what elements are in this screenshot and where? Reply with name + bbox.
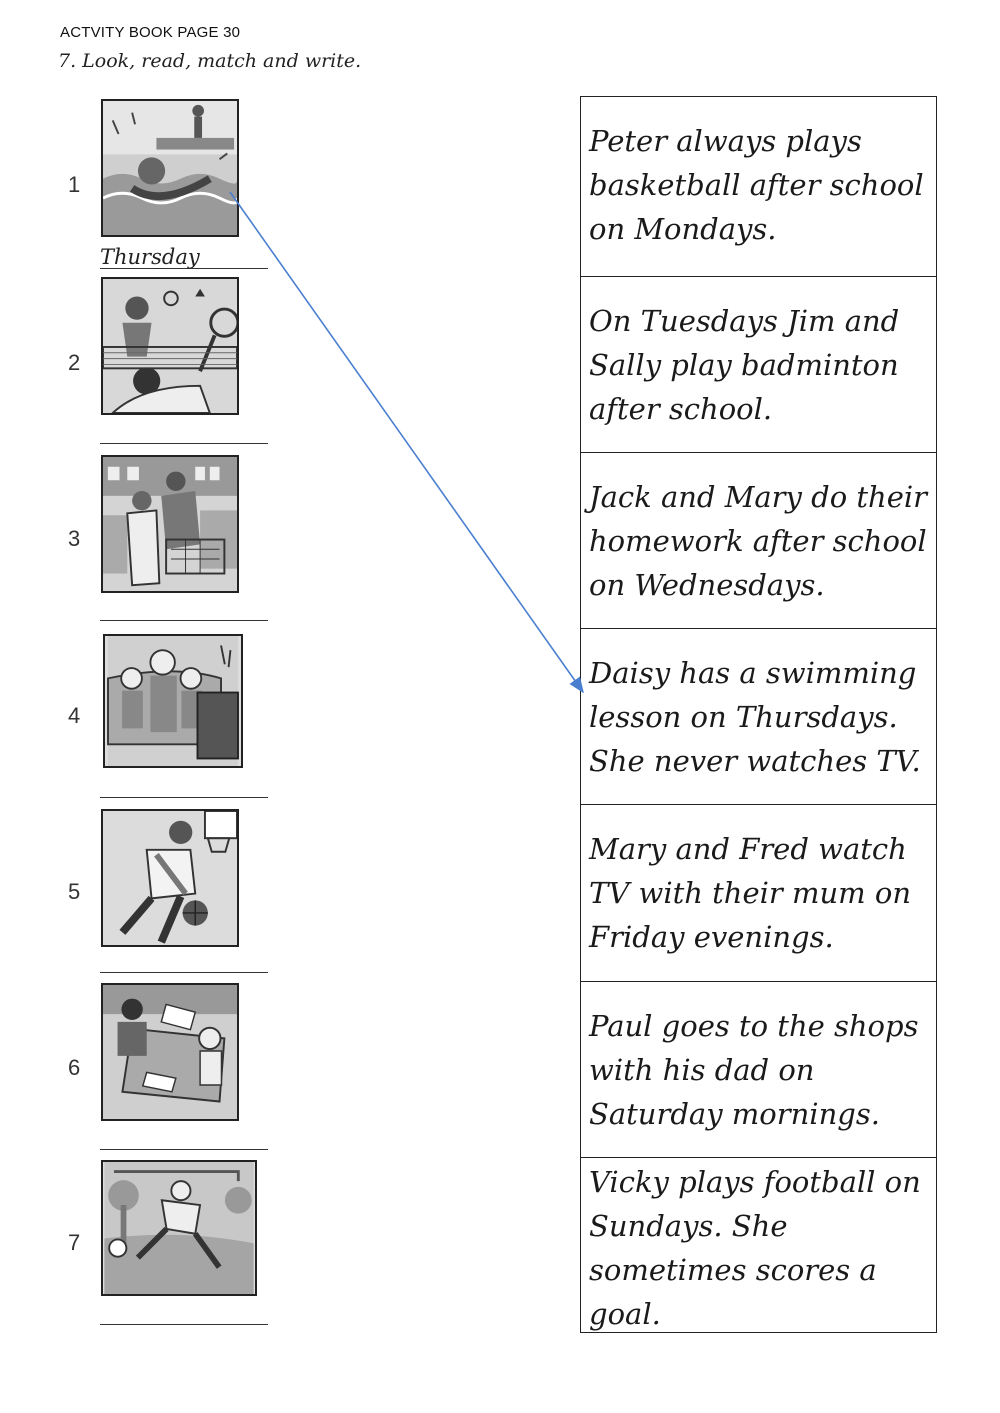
sentence-2[interactable]: On Tuesdays Jim and Sally play badminton after school. <box>581 277 936 453</box>
football-icon <box>101 1160 257 1296</box>
sentence-7[interactable]: Vicky plays football on Sundays. She sometimes scores a goal. <box>589 1165 921 1331</box>
homework-icon <box>101 983 239 1121</box>
item-number-3: 3 <box>68 526 81 551</box>
sentence-5[interactable]: Mary and Fred watch TV with their mum on Friday evenings. <box>581 805 936 982</box>
answer-line-4[interactable] <box>100 771 268 798</box>
item-number-7: 7 <box>68 1230 81 1255</box>
item-number-2: 2 <box>68 350 81 375</box>
instruction-text: 7. Look, read, match and write. <box>58 50 362 72</box>
page-title: ACTVITY BOOK PAGE 30 <box>60 24 241 41</box>
item-number-1: 1 <box>68 172 81 197</box>
answer-line-1[interactable] <box>100 242 268 269</box>
answer-line-3[interactable] <box>100 594 268 621</box>
answer-line-5[interactable] <box>100 946 268 973</box>
item-number-5: 5 <box>68 879 81 904</box>
badminton-icon <box>101 277 239 415</box>
swimming-pool-icon <box>101 99 239 237</box>
sentence-4[interactable]: Daisy has a swimming lesson on Thursdays. She never watches TV. <box>581 629 936 805</box>
item-number-6: 6 <box>68 1055 81 1080</box>
basketball-icon <box>101 809 239 947</box>
sentence-table <box>580 96 937 1333</box>
watching-tv-icon <box>103 634 243 768</box>
answer-line-6[interactable] <box>100 1123 268 1150</box>
answer-line-7[interactable] <box>100 1298 268 1325</box>
sentence-6[interactable]: Paul goes to the shops with his dad on Saturday mornings. <box>581 982 936 1158</box>
sentence-1[interactable]: Peter always plays basketball after school on Mondays. <box>581 97 936 277</box>
answer-line-2[interactable] <box>100 417 268 444</box>
shopping-icon <box>101 455 239 593</box>
item-number-4: 4 <box>68 703 81 728</box>
sentence-3[interactable]: Jack and Mary do their homework after school on Wednesdays. <box>581 453 936 629</box>
answer-text-1: Thursday <box>100 245 200 269</box>
